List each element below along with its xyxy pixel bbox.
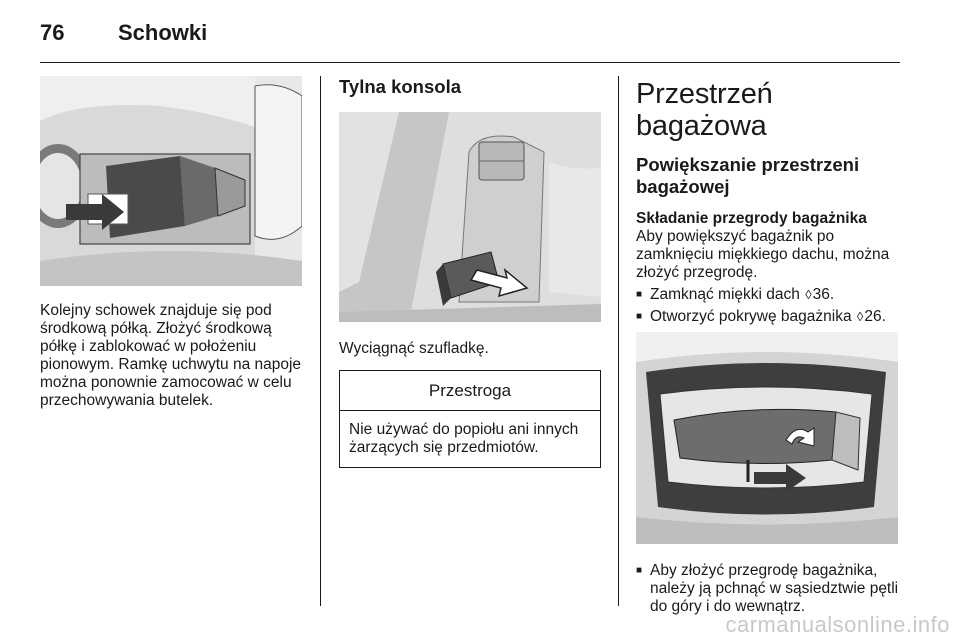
caution-text: Nie używać do popiołu ani innych żarzących się przedmiotów. <box>349 421 579 456</box>
square-bullet-icon: ■ <box>636 565 643 576</box>
lead-heading: Składanie przegrody bagażnika <box>636 210 867 227</box>
page-reference[interactable]: 36. <box>812 286 835 303</box>
caution-box <box>339 370 601 468</box>
column-1 <box>40 76 302 410</box>
caution-title: Przestroga <box>340 371 600 411</box>
trunk-partition-figure <box>636 332 898 544</box>
col1-paragraph: Kolejny schowek znajduje się pod środkową półką. Złożyć środkową półkę i zablokować w położeniu pionowym. Ramkę uchwytu na napoje można ponownie zamocować w celu przechowywania butelek. <box>40 302 302 409</box>
sub-heading: Powiększanie przestrzeni bagażowej <box>636 154 860 197</box>
square-bullet-icon: ■ <box>636 289 643 300</box>
column-2 <box>339 76 601 468</box>
column-divider-2 <box>618 76 619 606</box>
page-reference-arrow-icon: ◊ <box>805 287 812 302</box>
page-header <box>40 14 900 63</box>
page-reference[interactable]: 26. <box>864 308 886 325</box>
bullet-text: Otworzyć pokrywę bagażnika ◊26. <box>650 308 886 325</box>
bullet-item <box>636 308 904 326</box>
bullet-item <box>636 286 904 304</box>
col2-caption: Wyciągnąć szufladkę. <box>339 340 489 357</box>
bullet-item <box>636 562 904 616</box>
column-divider-1 <box>320 76 321 606</box>
intro-paragraph: Aby powiększyć bagażnik po zamknięciu miękkiego dachu, można złożyć przegrodę. <box>636 228 890 281</box>
center-console-storage-figure <box>40 76 302 286</box>
section-heading-rear-console: Tylna konsola <box>339 76 461 97</box>
column-3 <box>636 76 904 616</box>
bullet-text: Aby złożyć przegrodę bagażnika, należy ją pchnąć w sąsiedztwie pętli do góry i do wewnątrz. <box>650 562 899 615</box>
watermark: carmanualsonline.info <box>725 612 950 637</box>
bullet-text: Zamknąć miękki dach ◊36. <box>650 286 835 303</box>
rear-console-drawer-figure <box>339 112 601 322</box>
chapter-heading: Przestrzeń bagażowa <box>636 78 773 142</box>
header-title: Schowki <box>118 20 208 45</box>
page-number: 76 <box>40 20 65 45</box>
page-reference-arrow-icon: ◊ <box>856 309 864 324</box>
square-bullet-icon: ■ <box>636 311 643 322</box>
